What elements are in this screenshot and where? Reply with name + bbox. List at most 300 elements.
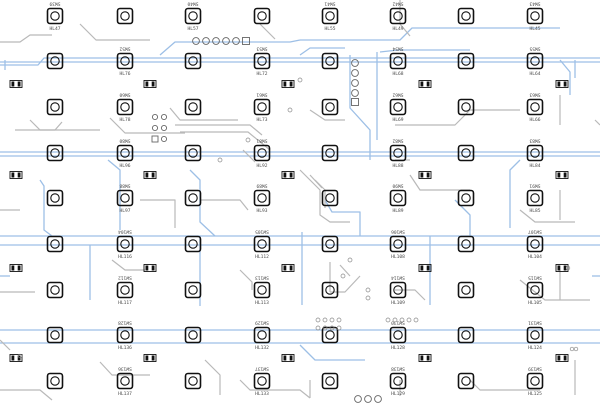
connector-pad xyxy=(203,38,210,45)
switch-pad-outline xyxy=(391,54,406,69)
switch-pad-outline xyxy=(48,237,63,252)
diode-pad xyxy=(12,82,15,87)
switch-center-hole xyxy=(51,12,59,20)
diode-footprints xyxy=(10,81,568,362)
diode-pad xyxy=(146,266,149,271)
switch-ref-label: HL88 xyxy=(392,164,404,169)
switch-footprint-unlabeled[interactable] xyxy=(459,283,474,298)
switch-ref-label: HL92 xyxy=(256,164,268,169)
switch-footprint-unlabeled[interactable] xyxy=(48,237,63,252)
switch-center-hole xyxy=(258,240,266,248)
switch-value-label: SW83 xyxy=(529,137,541,143)
switch-ref-label: HL66 xyxy=(529,118,541,123)
switch-sw112[interactable] xyxy=(118,275,133,307)
switch-center-hole xyxy=(189,12,197,20)
switch-pad-outline xyxy=(255,237,270,252)
diode-pad xyxy=(152,173,155,178)
diode-pad xyxy=(564,82,567,87)
diode-footprint[interactable] xyxy=(419,355,431,362)
switch-value-label: SW54 xyxy=(392,45,404,51)
switch-pad-outline xyxy=(528,54,543,69)
switch-ref-label: HL137 xyxy=(118,392,132,397)
connector-pad xyxy=(352,60,359,67)
switch-ref-label: HL128 xyxy=(391,346,405,351)
switch-value-label: SW129 xyxy=(255,319,269,325)
switch-value-label: SW80 xyxy=(119,137,131,143)
diode-pad xyxy=(427,266,430,271)
switch-footprint-unlabeled[interactable] xyxy=(459,146,474,161)
switch-center-hole xyxy=(462,331,470,339)
diode-pad xyxy=(12,356,15,361)
switch-ref-label: HL45 xyxy=(529,27,541,32)
switch-ref-label: HL108 xyxy=(391,255,405,260)
diode-pad xyxy=(12,173,15,178)
switch-pad-outline xyxy=(186,283,201,298)
switch-pad-outline xyxy=(459,191,474,206)
switch-value-label: SW138 xyxy=(391,365,405,371)
switch-sw52[interactable] xyxy=(118,46,133,78)
switch-value-label: SW104 xyxy=(118,228,132,234)
switch-footprint-unlabeled[interactable] xyxy=(186,146,201,161)
switch-pad-outline xyxy=(118,54,133,69)
switch-pad-outline xyxy=(48,374,63,389)
switch-value-label: SW88 xyxy=(119,182,131,188)
switch-center-hole xyxy=(531,103,539,111)
switch-ref-label: HL113 xyxy=(255,301,269,306)
switch-sw83[interactable] xyxy=(528,138,543,170)
switch-center-hole xyxy=(121,377,129,385)
switch-footprint-unlabeled[interactable] xyxy=(186,191,201,206)
switch-footprint-unlabeled[interactable] xyxy=(186,283,201,298)
switch-pad-outline xyxy=(48,9,63,24)
switch-center-hole xyxy=(462,103,470,111)
switch-value-label: SW42 xyxy=(392,0,404,6)
switch-sw54[interactable] xyxy=(391,46,406,78)
diode-pad xyxy=(290,173,293,178)
switch-sw39[interactable] xyxy=(48,1,63,33)
switch-value-label: SW131 xyxy=(528,319,542,325)
switch-pad-outline xyxy=(255,374,270,389)
switch-center-hole xyxy=(51,377,59,385)
switch-footprint-unlabeled[interactable] xyxy=(459,54,474,69)
diode-pad xyxy=(12,266,15,271)
diode-footprint[interactable] xyxy=(10,265,22,272)
connector-pad xyxy=(352,80,359,87)
switch-value-label: SW90 xyxy=(392,182,404,188)
switch-pad-outline xyxy=(323,9,338,24)
diode-footprint[interactable] xyxy=(144,355,156,362)
diode-pad xyxy=(427,173,430,178)
switch-pad-outline xyxy=(48,54,63,69)
connector-pad xyxy=(161,136,166,141)
switch-pad-outline xyxy=(118,237,133,252)
diode-pad xyxy=(146,173,149,178)
switch-pad-outline xyxy=(528,100,543,115)
switch-center-hole xyxy=(394,240,402,248)
switch-value-label: SW113 xyxy=(255,274,269,280)
switch-sw136[interactable] xyxy=(118,366,133,398)
switch-pad-outline xyxy=(48,100,63,115)
connector-pad xyxy=(365,396,372,403)
diode-footprint[interactable] xyxy=(282,265,294,272)
switch-pad-outline xyxy=(186,237,201,252)
switch-pad-outline xyxy=(186,146,201,161)
diode-pad xyxy=(290,266,293,271)
connector-pad xyxy=(161,114,166,119)
switch-sw90[interactable] xyxy=(391,183,406,215)
switch-pad-outline xyxy=(118,146,133,161)
diode-pad xyxy=(18,266,21,271)
switch-pad-outline xyxy=(118,374,133,389)
switch-footprint-unlabeled[interactable] xyxy=(186,237,201,252)
switch-ref-label: HL93 xyxy=(256,209,268,214)
switch-ref-label: HL109 xyxy=(391,301,405,306)
switch-pad-outline xyxy=(255,9,270,24)
switch-ref-label: HL124 xyxy=(528,346,542,351)
diode-pad xyxy=(146,356,149,361)
switch-ref-label: HL96 xyxy=(119,164,131,169)
switch-pad-outline xyxy=(186,374,201,389)
switch-pad-outline xyxy=(255,54,270,69)
switch-center-hole xyxy=(189,103,197,111)
switch-value-label: SW52 xyxy=(119,45,131,51)
switch-center-hole xyxy=(394,103,402,111)
switch-value-label: SW106 xyxy=(391,228,405,234)
diode-pad xyxy=(558,266,561,271)
switch-center-hole xyxy=(531,12,539,20)
switch-pad-outline xyxy=(118,9,133,24)
switch-value-label: SW128 xyxy=(118,319,132,325)
switch-footprint-unlabeled[interactable] xyxy=(323,237,338,252)
diode-pad xyxy=(558,82,561,87)
switch-pad-outline xyxy=(186,100,201,115)
switch-center-hole xyxy=(326,12,334,20)
switch-sw63[interactable] xyxy=(528,92,543,124)
switch-ref-label: HL89 xyxy=(392,209,404,214)
switch-center-hole xyxy=(326,377,334,385)
switch-footprint-unlabeled[interactable] xyxy=(48,100,63,115)
switch-sw107[interactable] xyxy=(528,229,543,261)
switch-center-hole xyxy=(121,331,129,339)
switch-pad-outline xyxy=(323,100,338,115)
switch-center-hole xyxy=(394,12,402,20)
switch-pad-outline xyxy=(391,237,406,252)
switch-value-label: SW105 xyxy=(255,228,269,234)
switch-value-label: SW39 xyxy=(49,0,61,6)
switch-pad-outline xyxy=(528,9,543,24)
switch-value-label: SW61 xyxy=(256,91,268,97)
switch-sw129[interactable] xyxy=(255,320,270,352)
diode-footprint[interactable] xyxy=(282,172,294,179)
diode-pad xyxy=(558,173,561,178)
switch-center-hole xyxy=(258,103,266,111)
switch-footprint-unlabeled[interactable] xyxy=(186,54,201,69)
switch-pad-outline xyxy=(323,146,338,161)
switch-sw104[interactable] xyxy=(118,229,133,261)
switch-center-hole xyxy=(189,331,197,339)
switch-value-label: SW43 xyxy=(529,0,541,6)
diode-pad xyxy=(421,356,424,361)
switch-footprint-unlabeled[interactable] xyxy=(323,146,338,161)
switch-footprint-unlabeled[interactable] xyxy=(323,100,338,115)
switch-sw130[interactable] xyxy=(391,320,406,352)
switch-value-label: SW53 xyxy=(256,45,268,51)
switch-ref-label: HL112 xyxy=(255,255,269,260)
diode-footprint[interactable] xyxy=(556,172,568,179)
switch-value-label: SW41 xyxy=(324,0,336,6)
switch-footprint-unlabeled[interactable] xyxy=(48,283,63,298)
switch-value-label: SW55 xyxy=(529,45,541,51)
switch-sw89[interactable] xyxy=(255,183,270,215)
diode-footprint[interactable] xyxy=(282,81,294,88)
switch-value-label: SW139 xyxy=(528,365,542,371)
switch-center-hole xyxy=(394,194,402,202)
switch-pad-outline xyxy=(255,283,270,298)
diode-footprint[interactable] xyxy=(419,172,431,179)
switch-ref-label: HL125 xyxy=(528,392,542,397)
switch-pad-outline xyxy=(459,9,474,24)
switch-pad-outline xyxy=(48,146,63,161)
switch-value-label: SW136 xyxy=(118,365,132,371)
switch-center-hole xyxy=(462,194,470,202)
switch-sw128[interactable] xyxy=(118,320,133,352)
switch-pad-outline xyxy=(459,283,474,298)
switch-sw60[interactable] xyxy=(118,92,133,124)
switch-sw105[interactable] xyxy=(255,229,270,261)
switch-pad-outline xyxy=(48,283,63,298)
diode-pad xyxy=(564,356,567,361)
switch-center-hole xyxy=(258,12,266,20)
switch-footprint-unlabeled[interactable] xyxy=(48,191,63,206)
switch-sw41[interactable] xyxy=(323,1,338,33)
switch-pad-outline xyxy=(391,374,406,389)
switch-center-hole xyxy=(531,377,539,385)
switch-ref-label: HL64 xyxy=(529,72,541,77)
connector-pad xyxy=(161,125,166,130)
switch-center-hole xyxy=(51,286,59,294)
switch-value-label: SW62 xyxy=(392,91,404,97)
switch-pad-outline xyxy=(186,191,201,206)
switch-ref-label: HL105 xyxy=(528,301,542,306)
switch-center-hole xyxy=(531,331,539,339)
diode-pad xyxy=(18,82,21,87)
switch-sw131[interactable] xyxy=(528,320,543,352)
switch-center-hole xyxy=(462,12,470,20)
switch-center-hole xyxy=(394,331,402,339)
switch-ref-label: HL85 xyxy=(529,209,541,214)
diode-footprint[interactable] xyxy=(556,81,568,88)
switch-footprint-unlabeled[interactable] xyxy=(459,237,474,252)
switch-footprint-unlabeled[interactable] xyxy=(186,100,201,115)
switch-footprint-unlabeled[interactable] xyxy=(48,54,63,69)
switch-pad-outline xyxy=(459,54,474,69)
switch-center-hole xyxy=(121,12,129,20)
switch-footprint-unlabeled[interactable] xyxy=(459,100,474,115)
switch-ref-label: HL117 xyxy=(118,301,132,306)
switch-sw81[interactable] xyxy=(255,138,270,170)
switch-ref-label: HL104 xyxy=(528,255,542,260)
switch-ref-label: HL116 xyxy=(118,255,132,260)
switch-pad-outline xyxy=(459,146,474,161)
diode-pad xyxy=(284,266,287,271)
diode-footprint[interactable] xyxy=(419,265,431,272)
switch-center-hole xyxy=(462,377,470,385)
switch-ref-label: HL72 xyxy=(256,72,268,77)
diode-pad xyxy=(152,356,155,361)
switch-footprints xyxy=(48,1,543,398)
switch-footprint-unlabeled[interactable] xyxy=(48,374,63,389)
switch-center-hole xyxy=(189,194,197,202)
switch-value-label: SW89 xyxy=(256,182,268,188)
switch-center-hole xyxy=(326,331,334,339)
switch-footprint-unlabeled[interactable] xyxy=(459,191,474,206)
switch-center-hole xyxy=(462,240,470,248)
switch-center-hole xyxy=(326,103,334,111)
switch-sw53[interactable] xyxy=(255,46,270,78)
diode-pad xyxy=(284,82,287,87)
diode-footprint[interactable] xyxy=(144,172,156,179)
connector-pad xyxy=(352,90,359,97)
switch-ref-label: HL129 xyxy=(391,392,405,397)
switch-center-hole xyxy=(121,240,129,248)
switch-sw40[interactable] xyxy=(186,1,201,33)
switch-center-hole xyxy=(121,286,129,294)
switch-sw139[interactable] xyxy=(528,366,543,398)
diode-pad xyxy=(564,173,567,178)
small-via-row xyxy=(18,78,578,358)
diode-pad xyxy=(290,356,293,361)
switch-ref-label: HL136 xyxy=(118,346,132,351)
switch-ref-label: HL73 xyxy=(256,118,268,123)
switch-pad-outline xyxy=(528,237,543,252)
switch-value-label: SW130 xyxy=(391,319,405,325)
switch-value-label: SW82 xyxy=(392,137,404,143)
switch-center-hole xyxy=(51,331,59,339)
switch-center-hole xyxy=(531,194,539,202)
diode-pad xyxy=(284,356,287,361)
switch-pad-outline xyxy=(391,191,406,206)
switch-value-label: SW60 xyxy=(119,91,131,97)
switch-pad-outline xyxy=(48,191,63,206)
connector-pad xyxy=(352,70,359,77)
switch-pad-outline xyxy=(528,374,543,389)
diode-pad xyxy=(558,356,561,361)
switch-sw113[interactable] xyxy=(255,275,270,307)
diode-pad xyxy=(421,82,424,87)
diode-footprint[interactable] xyxy=(144,265,156,272)
switch-pad-outline xyxy=(323,237,338,252)
diode-pad xyxy=(152,82,155,87)
switch-center-hole xyxy=(189,240,197,248)
diode-pad xyxy=(421,266,424,271)
switch-center-hole xyxy=(531,240,539,248)
diode-footprint[interactable] xyxy=(10,81,22,88)
diode-footprint[interactable] xyxy=(419,81,431,88)
switch-footprint-unlabeled[interactable] xyxy=(323,374,338,389)
diode-footprint[interactable] xyxy=(144,81,156,88)
switch-footprint-unlabeled[interactable] xyxy=(459,9,474,24)
switch-pad-outline xyxy=(528,191,543,206)
switch-footprint-unlabeled[interactable] xyxy=(118,9,133,24)
switch-ref-label: HL47 xyxy=(49,27,61,32)
switch-center-hole xyxy=(258,331,266,339)
switch-ref-label: HL57 xyxy=(187,27,199,32)
diode-pad xyxy=(284,173,287,178)
switch-sw62[interactable] xyxy=(391,92,406,124)
connector-pad xyxy=(152,114,157,119)
switch-value-label: SW137 xyxy=(255,365,269,371)
switch-pad-outline xyxy=(528,283,543,298)
switch-value-label: SW107 xyxy=(528,228,542,234)
switch-footprint-unlabeled[interactable] xyxy=(48,146,63,161)
switch-sw82[interactable] xyxy=(391,138,406,170)
diode-footprint[interactable] xyxy=(10,172,22,179)
switch-ref-label: HL68 xyxy=(392,72,404,77)
switch-value-label: SW114 xyxy=(391,274,405,280)
diode-pad xyxy=(152,266,155,271)
switch-sw91[interactable] xyxy=(528,183,543,215)
switch-center-hole xyxy=(394,377,402,385)
connector-pad-square xyxy=(152,136,158,142)
switch-pad-outline xyxy=(528,146,543,161)
switch-pad-outline xyxy=(323,374,338,389)
diode-footprint[interactable] xyxy=(556,355,568,362)
switch-center-hole xyxy=(326,240,334,248)
switch-value-label: SW91 xyxy=(529,182,541,188)
switch-ref-label: HL76 xyxy=(119,72,131,77)
switch-sw115[interactable] xyxy=(528,275,543,307)
switch-pad-outline xyxy=(459,237,474,252)
switch-footprint-unlabeled[interactable] xyxy=(255,9,270,24)
switch-ref-label: HL133 xyxy=(255,392,269,397)
switch-footprint-unlabeled[interactable] xyxy=(323,54,338,69)
switch-pad-outline xyxy=(391,9,406,24)
connector-pad xyxy=(355,396,362,403)
switch-center-hole xyxy=(258,194,266,202)
switch-center-hole xyxy=(258,286,266,294)
switch-pad-outline xyxy=(323,54,338,69)
switch-value-label: SW63 xyxy=(529,91,541,97)
switch-sw43[interactable] xyxy=(528,1,543,33)
switch-value-label: SW81 xyxy=(256,137,268,143)
switch-sw137[interactable] xyxy=(255,366,270,398)
switch-sw42[interactable] xyxy=(391,1,406,33)
switch-pad-outline xyxy=(186,54,201,69)
switch-value-label: SW40 xyxy=(187,0,199,6)
switch-center-hole xyxy=(51,194,59,202)
switch-sw61[interactable] xyxy=(255,92,270,124)
switch-value-label: SW115 xyxy=(528,274,542,280)
switch-ref-label: HL55 xyxy=(324,27,336,32)
switch-ref-label: HL49 xyxy=(392,27,404,32)
switch-center-hole xyxy=(51,240,59,248)
switch-sw80[interactable] xyxy=(118,138,133,170)
switch-footprint-unlabeled[interactable] xyxy=(186,374,201,389)
switch-sw138[interactable] xyxy=(391,366,406,398)
switch-ref-label: HL132 xyxy=(255,346,269,351)
connector-pad xyxy=(193,38,200,45)
switch-sw55[interactable] xyxy=(528,46,543,78)
connector-pad-square xyxy=(243,38,250,45)
switch-center-hole xyxy=(121,194,129,202)
diode-footprint[interactable] xyxy=(282,355,294,362)
switch-pad-outline xyxy=(118,283,133,298)
diode-pad xyxy=(427,356,430,361)
switch-sw106[interactable] xyxy=(391,229,406,261)
switch-ref-label: HL84 xyxy=(529,164,541,169)
switch-center-hole xyxy=(189,286,197,294)
diode-pad xyxy=(421,173,424,178)
